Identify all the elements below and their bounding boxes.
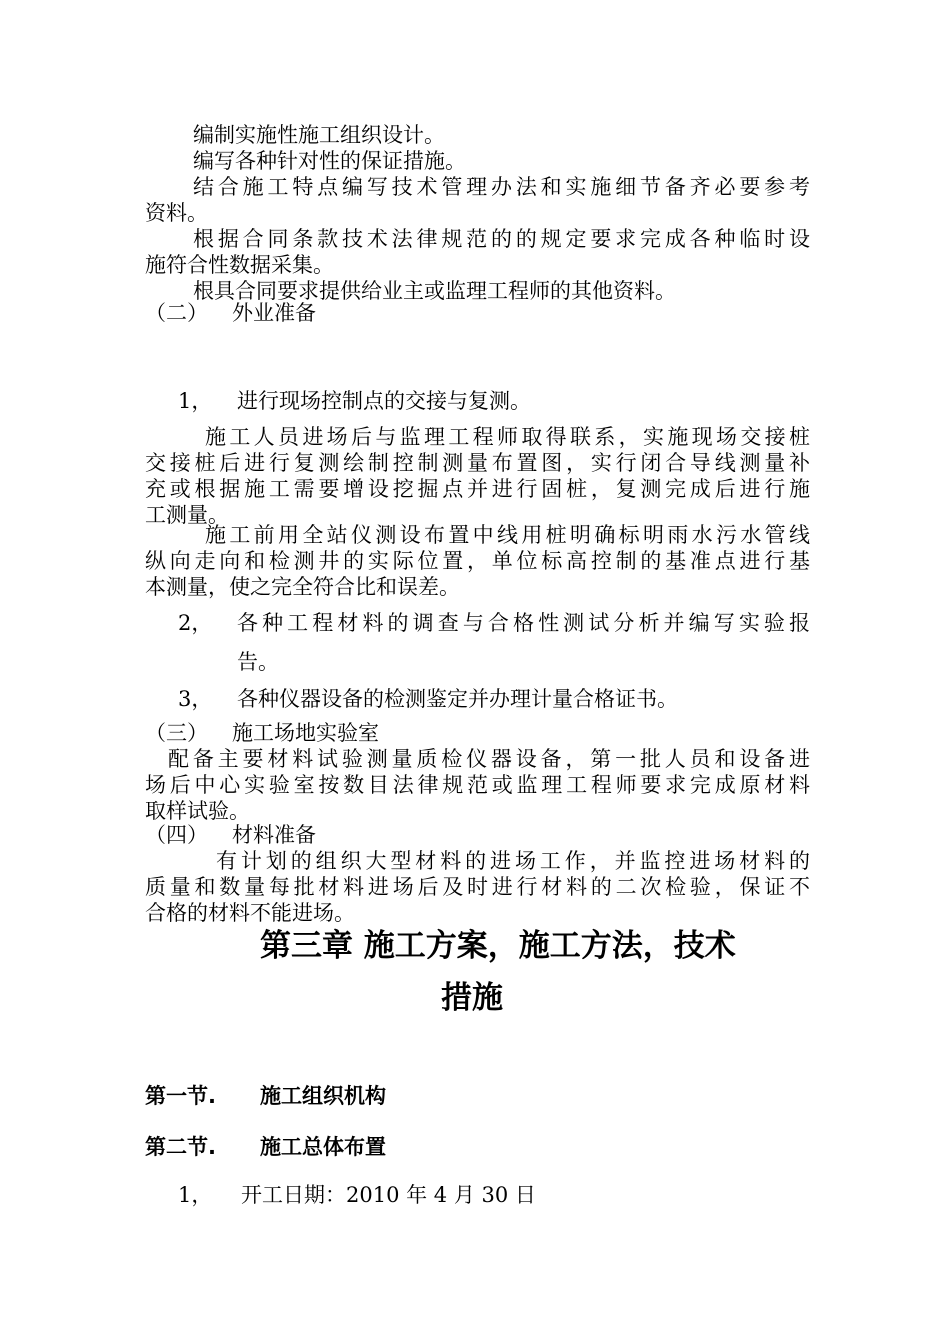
item-3-text: 各种仪器设备的检测鉴定并办理计量合格证书。 xyxy=(237,687,678,711)
section-three-line2: 场后中心实验室按数目法律规范或监理工程师要求完成原材料 xyxy=(145,773,810,797)
item-1-para1-line3: 充或根据施工需要增设挖掘点并进行固桩，复测完成后进行施 xyxy=(145,477,810,501)
item-1-para1-line1: 施工人员进场后与监理工程师取得联系，实施现场交接桩 xyxy=(205,425,810,449)
prep-item-1: 编制实施性施工组织设计。 xyxy=(193,123,445,147)
section-two-number: （二） xyxy=(145,301,208,325)
section-four-line1: 有计划的组织大型材料的进场工作，并监控进场材料的 xyxy=(216,849,810,873)
start-date-text: 开工日期：2010 年 4 月 30 日 xyxy=(241,1183,536,1207)
prep-item-5: 根具合同要求提供给业主或监理工程师的其他资料。 xyxy=(193,279,676,303)
item-1-title: 进行现场控制点的交接与复测。 xyxy=(237,389,531,413)
section-heading-2-label: 第二节. xyxy=(145,1135,216,1159)
item-2-line2: 告。 xyxy=(237,650,279,674)
chapter-title-line1: 第三章 施工方案，施工方法，技术 xyxy=(260,928,736,964)
section-heading-1-label: 第一节. xyxy=(145,1084,216,1108)
section-three-title: 施工场地实验室 xyxy=(232,721,379,745)
item-1-number: 1， xyxy=(178,389,213,413)
item-1-para2-line2: 纵向走向和检测井的实际位置，单位标高控制的基准点进行基 xyxy=(145,549,810,573)
section-heading-1-title: 施工组织机构 xyxy=(260,1084,386,1108)
section-heading-1 xyxy=(145,1083,386,1109)
item-1-para2-line3: 本测量，使之完全符合比和误差。 xyxy=(145,575,460,599)
start-date-number: 1， xyxy=(178,1183,213,1207)
prep-item-2: 编写各种针对性的保证措施。 xyxy=(193,149,466,173)
prep-item-3-line2: 资料。 xyxy=(145,201,208,225)
prep-item-3-line1: 结合施工特点编写技术管理办法和实施细节备齐必要参考 xyxy=(193,175,810,199)
item-2-number: 2， xyxy=(178,611,213,635)
item-1-para1-line2: 交接桩后进行复测绘制控制测量布置图，实行闭合导线测量补 xyxy=(145,451,810,475)
item-3-number: 3， xyxy=(178,687,213,711)
chapter-title-line2: 措施 xyxy=(441,980,503,1016)
section-three-line3: 取样试验。 xyxy=(145,799,250,823)
section-four-number: （四） xyxy=(145,823,208,847)
item-1-para2-line1: 施工前用全站仪测设布置中线用桩明确标明雨水污水管线 xyxy=(205,523,810,547)
section-four-line3: 合格的材料不能进场。 xyxy=(145,901,355,925)
section-three-number: （三） xyxy=(145,721,208,745)
section-four-line2: 质量和数量每批材料进场后及时进行材料的二次检验，保证不 xyxy=(145,875,810,899)
section-two-title: 外业准备 xyxy=(232,301,316,325)
prep-item-4-line1: 根据合同条款技术法律规范的的规定要求完成各种临时设 xyxy=(193,227,810,251)
section-three-line1: 配备主要材料试验测量质检仪器设备，第一批人员和设备进 xyxy=(168,747,810,771)
item-2-line1: 各种工程材料的调查与合格性测试分析并编写实验报 xyxy=(237,611,810,635)
prep-item-4-line2: 施符合性数据采集。 xyxy=(145,253,334,277)
section-heading-2-title: 施工总体布置 xyxy=(260,1135,386,1159)
item-1-para1-line4: 工测量。 xyxy=(145,503,229,527)
section-heading-2 xyxy=(145,1134,386,1160)
section-four-title: 材料准备 xyxy=(232,823,316,847)
